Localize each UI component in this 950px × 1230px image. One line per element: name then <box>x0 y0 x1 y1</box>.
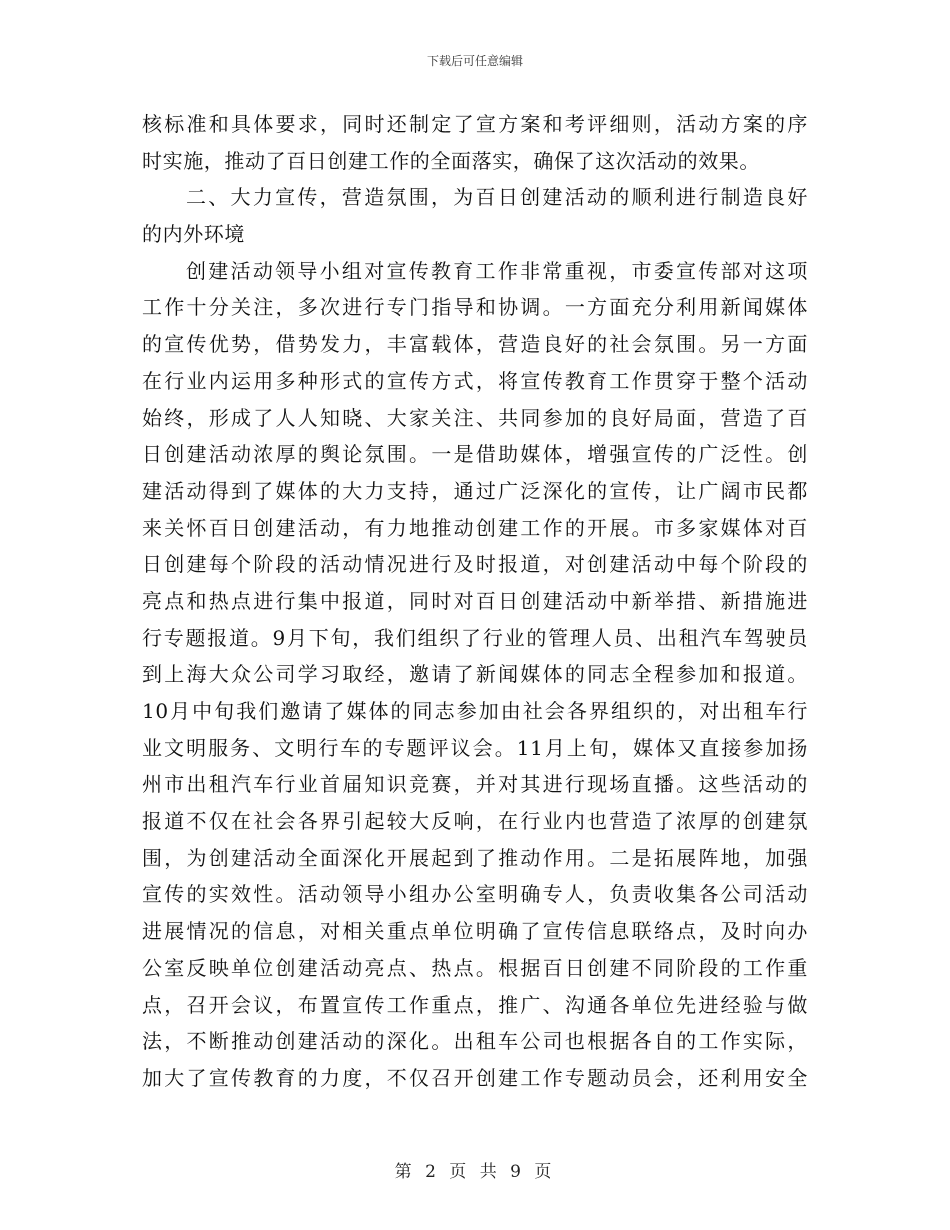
text-line: 10月中旬我们邀请了媒体的同志参加由社会各界组织的，对出租车行 <box>142 699 808 723</box>
text-line: 报道不仅在社会各界引起较大反响，在行业内也营造了浓厚的创建氛 <box>142 809 808 834</box>
page-number: 第 2 页 共 9 页 <box>394 1162 556 1182</box>
text-line: 工作十分关注，多次进行专门指导和协调。一方面充分利用新闻媒体 <box>142 295 808 320</box>
text-line: 二、大力宣传，营造氛围，为百日创建活动的顺利进行制造良好 <box>186 185 808 210</box>
text-line: 核标准和具体要求，同时还制定了宣方案和考评细则，活动方案的序 <box>142 112 808 136</box>
text-line: 在行业内运用多种形式的宣传方式，将宣传教育工作贯穿于整个活动 <box>142 368 808 393</box>
text-line: 时实施，推动了百日创建工作的全面落实，确保了这次活动的效果。 <box>142 148 760 173</box>
text-line: 法，不断推动创建活动的深化。出租车公司也根据各自的工作实际， <box>142 1029 808 1054</box>
text-line: 的宣传优势，借势发力，丰富载体，营造良好的社会氛围。另一方面 <box>142 332 808 357</box>
text-line: 加大了宣传教育的力度，不仅召开创建工作专题动员会，还利用安全 <box>142 1065 808 1090</box>
text-line: 业文明服务、文明行车的专题评议会。11月上旬，媒体又直接参加扬 <box>142 735 808 760</box>
text-line: 宣传的实效性。活动领导小组办公室明确专人，负责收集各公司活动 <box>142 882 808 907</box>
text-line: 公室反映单位创建活动亮点、热点。根据百日创建不同阶段的工作重 <box>142 955 808 980</box>
document-body <box>142 106 808 1097</box>
text-line: 日创建活动浓厚的舆论氛围。一是借助媒体，增强宣传的广泛性。创 <box>142 442 808 467</box>
text-line: 进展情况的信息，对相关重点单位明确了宣传信息联络点，及时向办 <box>142 919 808 944</box>
text-line: 点，召开会议，布置宣传工作重点，推广、沟通各单位先进经验与做 <box>142 992 808 1017</box>
text-line: 亮点和热点进行集中报道，同时对百日创建活动中新举措、新措施进 <box>142 588 808 613</box>
text-line: 的内外环境 <box>142 222 245 247</box>
text-line: 到上海大众公司学习取经，邀请了新闻媒体的同志全程参加和报道。 <box>142 662 808 687</box>
text-line: 日创建每个阶段的活动情况进行及时报道，对创建活动中每个阶段的 <box>142 552 808 577</box>
text-line: 建活动得到了媒体的大力支持，通过广泛深化的宣传，让广阔市民都 <box>142 478 808 503</box>
text-line: 围，为创建活动全面深化开展起到了推动作用。二是拓展阵地，加强 <box>142 845 808 870</box>
text-line: 创建活动领导小组对宣传教育工作非常重视，市委宣传部对这项 <box>186 258 808 283</box>
text-line: 州市出租汽车行业首届知识竞赛，并对其进行现场直播。这些活动的 <box>142 772 808 797</box>
text-line: 行专题报道。9月下旬，我们组织了行业的管理人员、出租汽车驾驶员 <box>142 625 808 650</box>
text-line: 来关怀百日创建活动，有力地推动创建工作的开展。市多家媒体对百 <box>142 515 808 540</box>
page-header: 下载后可任意编辑 <box>426 54 523 68</box>
text-line: 始终，形成了人人知晓、大家关注、共同参加的良好局面，营造了百 <box>142 405 808 430</box>
